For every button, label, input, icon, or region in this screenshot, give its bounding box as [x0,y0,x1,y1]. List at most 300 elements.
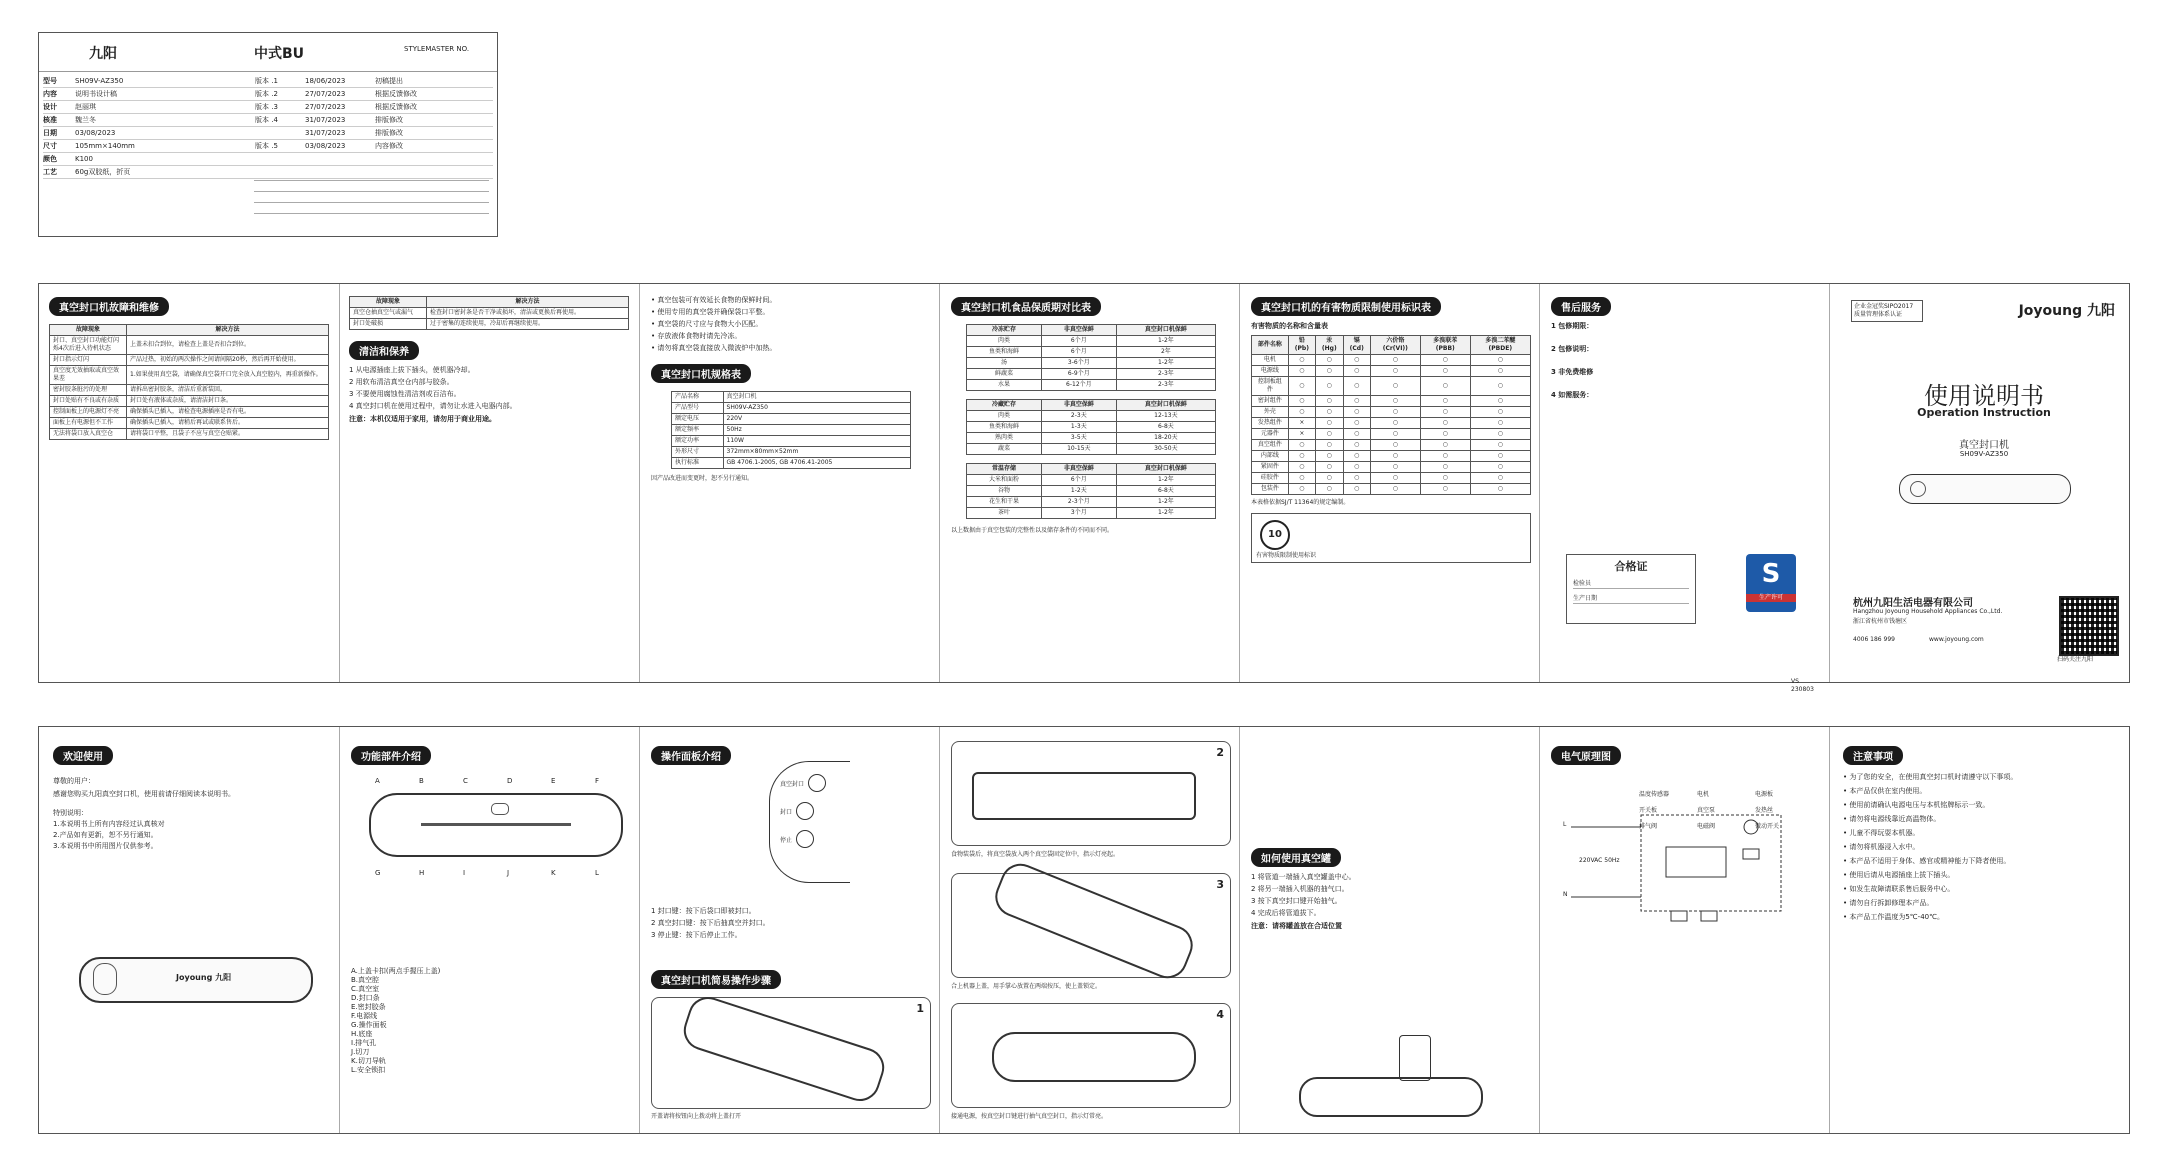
col-header: 故障现象 [350,297,427,308]
table-cell: 元器件 [1252,429,1289,440]
list-item: • 本产品工作温度为5℃-40℃。 [1843,913,1944,921]
section-title: 注意事项 [1843,746,1903,765]
spec-key: 尺寸 [43,142,57,150]
list-item: • 真空袋的尺寸应与食物大小匹配。 [651,320,763,328]
shelf-life-tables [951,324,1233,519]
list-item: 1 从电源插座上拔下插头，使机器冷却。 [349,366,475,374]
heater-icon [1701,911,1717,921]
table-cell: 1-2年 [1116,358,1215,369]
table-cell: ○ [1420,429,1470,440]
table-cell: ○ [1470,366,1530,377]
table-cell: 50Hz [723,425,910,436]
col-header: 镉(Cd) [1343,336,1370,355]
step-4-caption: 接通电源，按真空封口键进行抽气真空封口，指示灯常亮。 [951,1113,1108,1120]
table-cell: ○ [1288,407,1315,418]
table-cell: 6个月 [1041,347,1116,358]
table-cell: 控制面板上的电源灯不亮 [50,407,127,418]
table-row [50,355,329,366]
step-1-caption: 开盖请将按钮向上拨动将上盖打开 [651,1113,742,1120]
table-cell: 外形尺寸 [672,447,724,458]
table-cell: 封口处贴有不良或有杂质 [50,396,127,407]
table-cell: 检查封口密封条是否干净或损坏，清洁或更换后再使用。 [427,308,629,319]
table-cell: 鱼类和海鲜 [967,347,1042,358]
fold-line [939,284,940,682]
hazard-logo-box [1251,513,1531,563]
table-cell: 请将袋口平整，且袋子不应与真空仓贴紧。 [127,429,329,440]
brand-logo: Joyoung 九阳 [2018,303,2115,319]
circuit-labels [1639,791,1819,839]
spec-row [43,101,493,114]
table-cell: ○ [1343,355,1370,366]
list-item: K.切刀导轨 [351,1057,386,1065]
product-image [79,957,313,1003]
panel-service [1551,296,1821,693]
table-cell: 内部线 [1252,451,1289,462]
panel-specs [651,296,933,483]
table-cell: 220V [723,414,910,425]
table-cell: ○ [1420,366,1470,377]
table-cell: 电机 [1252,355,1289,366]
table-cell: ○ [1420,418,1470,429]
spec-value: 说明书设计稿 [75,90,117,98]
spec-value: 赵丽琪 [75,103,96,111]
product-image [1899,474,2071,504]
control-buttons [780,774,826,858]
step-number: 1 [916,1002,924,1015]
spec-value: 03/08/2023 [75,129,116,137]
table-row [50,366,329,385]
circuit-label: 排气阀 [1639,823,1658,830]
version-date: 27/07/2023 [305,103,346,111]
table-cell: 外壳 [1252,407,1289,418]
list-item: • 请勿将机器浸入水中。 [1843,843,1920,851]
table-cell: ○ [1288,462,1315,473]
table-cell: ○ [1315,429,1343,440]
table-cell: ○ [1288,366,1315,377]
list-item: • 请勿自行拆卸修理本产品。 [1843,899,1934,907]
part-label: D [507,777,513,785]
version-date: 31/07/2023 [305,129,346,137]
control-button[interactable]: 真空封口 [780,774,826,792]
table-cell: ○ [1370,418,1420,429]
table-cell: 密封组件 [1252,396,1289,407]
table-row [1252,429,1531,440]
list-item: A.上盖卡扣(两点手握压上盖) [351,967,441,975]
table-cell: ○ [1470,462,1530,473]
device-illustration [992,1032,1196,1082]
table-cell: 1-2天 [1041,486,1116,497]
panel-controls [651,745,931,765]
shelf-life-table [966,324,1216,391]
table-header-row [967,325,1216,336]
table-cell: ○ [1470,484,1530,495]
version-key [255,127,305,139]
canister-figure [1299,1027,1479,1117]
fold-line [639,284,640,682]
table-cell: ○ [1288,377,1315,396]
version-date: 03/08/2023 [305,142,346,150]
part-label: L [595,869,599,877]
version-note [375,153,485,165]
fold-line [1539,727,1540,1133]
table-cell: 蔬菜 [967,444,1042,455]
list-item: C.真空室 [351,985,380,993]
version-note: 初稿提出 [375,77,403,85]
table-cell: ○ [1343,440,1370,451]
step-3-caption: 合上机器上盖，用手掌心放置在两端按压，使上盖锁定。 [951,983,1102,990]
table-row [967,475,1216,486]
spec-row [43,153,493,166]
table-cell: 封口、真空封口功能灯闪烁4次后进入待机状态 [50,336,127,355]
table-row [672,458,911,469]
qr-code [2059,596,2119,656]
table-cell: 无法将袋口放入真空仓 [50,429,127,440]
product-name: 真空封口机 [1959,440,2009,451]
table-cell: ○ [1370,429,1420,440]
table-cell: 紧固件 [1252,462,1289,473]
col-header: 非真空保鲜 [1041,464,1116,475]
table-cell: 茶叶 [967,508,1042,519]
bottom-sheet [38,726,2130,1134]
shelf-life-footnote: 以上数据由于真空包装的完整性以及储存条件的不同而不同。 [951,527,1114,534]
version-key: 版本 .4 [255,116,278,124]
list-item: 4 完成后将管道拔下。 [1251,909,1321,917]
spec-key: 日期 [43,129,57,137]
section-title: 功能部件介绍 [351,746,431,765]
table-cell: ○ [1420,462,1470,473]
table-cell: 3个月 [1041,508,1116,519]
version-note: 根据反馈修改 [375,103,417,111]
circuit-label: 电机 [1697,791,1710,798]
certificate-box [1566,554,1696,624]
table-row [350,308,629,319]
table-cell: ○ [1315,462,1343,473]
version-note: 根据反馈修改 [375,90,417,98]
table-cell: ○ [1288,451,1315,462]
panel-canister [1251,847,1531,931]
troubleshoot-table-2 [349,296,629,330]
panel-button-icon [1910,481,1926,497]
col-header: 真空封口机保鲜 [1116,400,1215,411]
parts-labels [369,777,619,887]
manual-title-en: Operation Instruction [1917,406,2051,419]
welcome-body: 感谢您购买九阳真空封口机，使用前请仔细阅读本说明书。 [53,790,235,798]
spec-value: K100 [75,155,93,163]
table-cell: 10-15天 [1041,444,1116,455]
list-item: 2.产品如有更新，恕不另行通知。 [53,831,158,839]
section-title: 电气原理图 [1551,746,1621,765]
version-note: 排版修改 [375,129,403,137]
list-item: • 存放液体食物时请先冷冻。 [651,332,742,340]
table-cell: 2-3天 [1041,411,1116,422]
table-cell: 110W [723,436,910,447]
company-web: www.joyoung.com [1929,636,1984,643]
table-cell: 6-9个月 [1041,369,1116,380]
table-cell: 产品型号 [672,403,724,414]
fold-line [1829,284,1830,682]
table-cell: ○ [1470,451,1530,462]
table-cell: ○ [1343,473,1370,484]
table-cell: ○ [1470,429,1530,440]
steps-title [651,969,781,989]
version-date [305,153,375,165]
certificate-inspector: 检验员 [1573,580,1689,589]
step-number: 2 [1216,746,1224,759]
table-cell: ○ [1420,440,1470,451]
table-cell: ○ [1343,451,1370,462]
list-item: 1 封口键：按下后袋口即被封口。 [651,907,756,915]
table-cell: ○ [1315,366,1343,377]
tips-list [651,296,933,353]
spec-brand: 九阳 [89,46,117,62]
device-illustration [1299,1077,1483,1117]
table-cell: 封口指示灯闪 [50,355,127,366]
table-row [50,407,329,418]
fold-line [1239,284,1240,682]
table-row [50,396,329,407]
list-item: J.切刀 [351,1048,370,1056]
table-row [50,336,329,355]
version-key: 版本 .5 [255,142,278,150]
table-cell: ○ [1370,451,1420,462]
table-cell: ○ [1343,418,1370,429]
spec-key: 型号 [43,77,57,85]
col-header: 非真空保鲜 [1041,400,1116,411]
shelf-life-table [966,399,1216,455]
table-cell: ○ [1315,407,1343,418]
table-cell: 鱼类和海鲜 [967,422,1042,433]
fill-line [254,206,489,214]
part-label: F [595,777,600,785]
table-header-row [967,464,1216,475]
list-item: • 真空包装可有效延长食物的保鲜时间。 [651,296,777,304]
step-1-figure [651,997,931,1109]
company-address: 浙江省杭州市钱塘区 [1853,618,1908,625]
table-row [967,422,1216,433]
panel-shelf-life [951,296,1233,535]
control-panel-diagram [769,761,850,883]
spec-value: 魏兰冬 [75,116,96,124]
list-item: 1.本说明书上所有内容经过认真核对 [53,820,165,828]
table-cell: 1-2年 [1116,336,1215,347]
col-header: 部件名称 [1252,336,1289,355]
section-title: 真空封口机食品保质期对比表 [951,297,1101,316]
table-row [672,447,911,458]
table-row [1252,484,1531,495]
shelf-life-table [966,463,1216,519]
spec-row [43,127,493,140]
table-cell: 6个月 [1041,336,1116,347]
circuit-label: 开关板 [1639,807,1658,814]
spec-value: SH09V-AZ350 [75,77,124,85]
col-header: 常温存储 [967,464,1042,475]
table-cell: 6-8天 [1116,422,1215,433]
version-note: 内容修改 [375,142,403,150]
table-cell: ○ [1420,407,1470,418]
table-cell: ○ [1370,440,1420,451]
table-cell: ○ [1343,396,1370,407]
col-header: 铅(Pb) [1288,336,1315,355]
table-cell: 控制板组件 [1252,377,1289,396]
table-cell: ○ [1470,396,1530,407]
canister-note: 注意：请将罐盖放在合适位置 [1251,922,1342,930]
table-cell: 1-2年 [1116,497,1215,508]
table-cell: 额定功率 [672,436,724,447]
table-cell: 硅胶件 [1252,473,1289,484]
table-cell: ○ [1420,377,1470,396]
fold-line [1239,727,1240,1133]
part-label: B [419,777,424,785]
table-cell: 额定频率 [672,425,724,436]
table-row [672,436,911,447]
table-cell: ○ [1420,451,1470,462]
special-title: 特别说明： [53,809,88,817]
manual-title: 使用说明书 [1924,382,2044,410]
table-cell: 肉类 [967,411,1042,422]
service-list [1551,322,1821,400]
table-row [967,358,1216,369]
version-date: 18/06/2023 [305,77,346,85]
circuit-label: 真空泵 [1697,807,1716,814]
version-note: 排版修改 [375,116,403,124]
table-cell: ○ [1315,377,1343,396]
table-cell: 372mm×80mm×52mm [723,447,910,458]
power-board [1666,847,1726,877]
col-header: 冷藏贮存 [967,400,1042,411]
greeting: 尊敬的用户： [53,777,95,785]
table-cell: 熟肉类 [967,433,1042,444]
table-row [50,418,329,429]
list-item: D.封口条 [351,994,380,1002]
table-cell: ○ [1470,377,1530,396]
table-row [1252,462,1531,473]
table-cell: 肉类 [967,336,1042,347]
panel-parts [351,745,631,765]
table-cell: ○ [1288,484,1315,495]
table-row [1252,355,1531,366]
circuit-label: 电磁阀 [1697,823,1716,830]
version-key: 版本 .1 [255,77,278,85]
part-label: J [507,869,510,877]
table-cell: ○ [1288,396,1315,407]
col-header: 冷冻贮存 [967,325,1042,336]
panel-precautions [1843,745,2119,927]
table-cell: 2-3年 [1116,369,1215,380]
table-cell: × [1288,418,1315,429]
spec-value: 60g双胶纸，折页 [75,168,131,176]
col-header: 解决方法 [127,325,329,336]
spec-stylemaster: STYLEMASTER NO. [404,45,470,53]
qr-label: 扫码关注九阳 [2057,656,2094,663]
section-title: 真空封口机的有害物质限制使用标识表 [1251,297,1441,316]
section-title: 真空封口机简易操作步骤 [651,970,781,989]
table-cell: ○ [1420,355,1470,366]
table-cell: 封口处破损 [350,319,427,330]
list-item: • 使用后请从电源插座上拔下插头。 [1843,871,1955,879]
circuit-label: 温度传感器 [1639,791,1670,798]
table-cell: 真空仓抽真空气或漏气 [350,308,427,319]
table-cell: 电源线 [1252,366,1289,377]
table-cell: 执行标准 [672,458,724,469]
panel-welcome [53,745,329,851]
spec-table [671,391,911,469]
col-header: 解决方法 [427,297,629,308]
list-item: • 使用前请确认电源电压与本机铭牌标示一致。 [1843,801,1990,809]
table-cell: × [1288,429,1315,440]
company-hotline: 4006 186 999 [1853,636,1895,643]
version-key: 版本 .3 [255,103,278,111]
list-item: 3.本说明书中所用图片仅供参考。 [53,842,158,850]
table-row [1252,418,1531,429]
table-cell: 封口处有液体或杂质，请清洁封口条。 [127,396,329,407]
spec-row [43,88,493,101]
table-cell: 真空封口机 [723,392,910,403]
hazard-table [1251,335,1531,495]
precautions-list [1843,773,2119,922]
list-item: L.安全锁扣 [351,1066,386,1074]
circuit-label: 电源板 [1755,791,1774,798]
list-item: 3 不要使用腐蚀性清洁剂或百洁布。 [349,390,461,398]
table-cell: 过于密集的连续使用，冷却后再继续使用。 [427,319,629,330]
spec-row [43,140,493,153]
table-header-row [967,400,1216,411]
table-cell: 产品名称 [672,392,724,403]
col-header: 多溴联苯(PBB) [1420,336,1470,355]
control-button[interactable]: 停止 [780,830,826,848]
spec-key: 核准 [43,116,57,124]
fill-line [254,184,489,192]
table-cell: 上盖未扣合到位，请检查上盖是否扣合到位。 [127,336,329,355]
table-cell: ○ [1315,355,1343,366]
section-title: 操作面板介绍 [651,746,731,765]
table-cell: ○ [1315,484,1343,495]
part-label: I [463,869,466,877]
control-button[interactable]: 封口 [780,802,826,820]
list-item: • 如发生故障请联系售后服务中心。 [1843,885,1955,893]
troubleshoot-table [49,324,329,440]
table-cell: ○ [1343,462,1370,473]
spec-key: 设计 [43,103,57,111]
table-cell: 1.如果使用真空袋，请确保真空袋开口完全放入真空腔内，再重新操作。 [127,366,329,385]
list-item: 2 用软布清洁真空仓内部与胶条。 [349,378,454,386]
spec-lines [254,173,489,217]
table-cell: ○ [1315,473,1343,484]
version-date: 31/07/2023 [305,116,346,124]
step-2-caption: 食物装袋后，将真空袋放入两个真空袋固定位中，指示灯亮起。 [951,851,1120,858]
fold-line [639,727,640,1133]
table-cell: 谷物 [967,486,1042,497]
switch-icon [1743,849,1759,859]
cleaning-list [349,366,631,411]
table-cell: ○ [1370,462,1420,473]
qs-icon: S [1761,559,1781,589]
table-cell: ○ [1288,355,1315,366]
button-icon [796,830,814,848]
certificate-date: 生产日期 [1573,595,1689,604]
table-cell: 12-13天 [1116,411,1215,422]
col-header: 故障现象 [50,325,127,336]
circuit-label: 发热丝 [1755,807,1774,814]
table-cell: 密封胶条脏污的处理 [50,385,127,396]
canister-list [1251,873,1531,918]
circuit-label: 微动开关 [1755,823,1780,830]
section-title: 售后服务 [1551,297,1611,316]
table-row [50,429,329,440]
canister-icon [1399,1035,1431,1081]
table-cell: 发热组件 [1252,418,1289,429]
spec-key: 工艺 [43,168,57,176]
table-cell: 面板上有电源但不工作 [50,418,127,429]
